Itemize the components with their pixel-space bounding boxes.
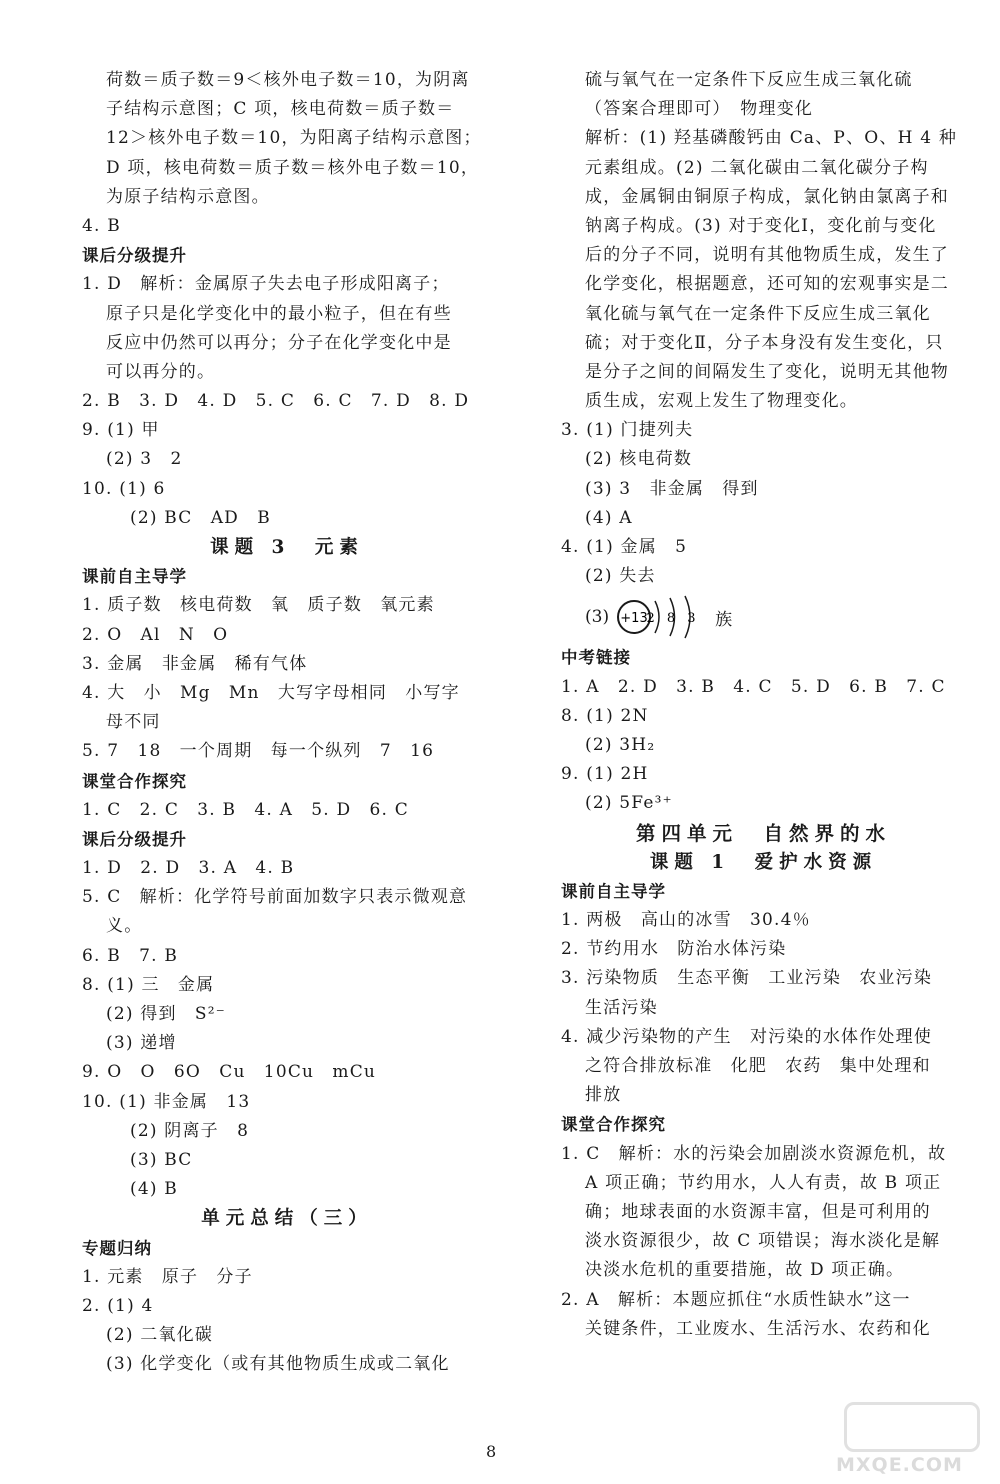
text-line: 排放 xyxy=(585,1085,622,1106)
answer-item: 1. C 2. C 3. B 4. A 5. D 6. C xyxy=(82,799,409,820)
text-line: D 项，核电荷数＝质子数＝核外电子数＝10， xyxy=(106,157,480,178)
text-line: 硫；对于变化Ⅱ，分子本身没有发生变化，只 xyxy=(585,332,944,353)
text-line: 决淡水危机的重要措施，故 D 项正确。 xyxy=(585,1260,905,1281)
answer-item: 10. (1) 非金属 13 xyxy=(82,1091,251,1112)
answer-item: 9. (1) 2H xyxy=(561,764,649,785)
atom-after-text: 族 xyxy=(715,609,733,630)
text-line: 淡水资源很少，故 C 项错误；海水淡化是解 xyxy=(585,1231,941,1252)
atom-structure-diagram xyxy=(615,593,707,641)
answer-item: 6. B 7. B xyxy=(82,945,179,966)
answer-item: 4. (1) 金属 5 xyxy=(561,537,688,557)
page-number: 8 xyxy=(486,1442,497,1461)
subsection-heading: 中考链接 xyxy=(561,648,631,668)
answer-item: 1. D 解析：金属原子失去电子形成阳离子； xyxy=(82,274,450,295)
text-line: (4) B xyxy=(130,1179,178,1200)
subsection-heading: 课堂合作探究 xyxy=(82,771,187,791)
electron-shells: 2 8 3 xyxy=(646,611,700,627)
answer-item: 1. 质子数 核电荷数 氧 质子数 氧元素 xyxy=(82,595,435,616)
text-line: 生活污染 xyxy=(585,997,658,1018)
answer-item: 4. 大 小 Mg Mn 大写字母相同 小写字 xyxy=(82,682,460,703)
text-line: 之符合排放标准 化肥 农药 集中处理和 xyxy=(585,1056,931,1076)
right-top-block xyxy=(561,66,966,591)
subsection-heading: 课后分级提升 xyxy=(82,829,187,849)
answer-item: 9. (1) 甲 xyxy=(82,420,160,441)
text-line: (3) BC xyxy=(130,1149,193,1170)
answer-item: 1. A 2. D 3. B 4. C 5. D 6. B 7. C xyxy=(561,676,946,697)
answer-item: 4. B xyxy=(82,215,121,236)
text-line: 母不同 xyxy=(106,712,161,733)
nucleus-charge: +13 xyxy=(620,611,648,627)
subsection-heading: 专题归纳 xyxy=(82,1238,152,1258)
answer-item: 5. 7 18 一个周期 每一个纵列 7 16 xyxy=(82,741,435,762)
text-line: A 项正确；节约用水，人人有责，故 B 项正 xyxy=(585,1172,942,1193)
text-line: 关键条件，工业废水、生活污水、农药和化 xyxy=(585,1318,931,1339)
subsection-heading: 课前自主导学 xyxy=(82,567,187,587)
text-line: (3) 3 非金属 得到 xyxy=(585,478,759,499)
text-line: (2) 3H₂ xyxy=(585,734,656,755)
text-line: (4) A xyxy=(585,507,633,528)
text-line: 钠离子构成。(3) 对于变化Ⅰ，变化前与变化 xyxy=(585,215,937,236)
text-line: 可以再分的。 xyxy=(106,361,216,382)
right-column xyxy=(561,66,966,1344)
text-line: 12＞核外电子数＝10，为阳离子结构示意图； xyxy=(106,128,482,149)
section-title: 课题 3 元素 xyxy=(210,537,364,558)
text-line: 成，金属铜由铜原子构成，氯化钠由氯离子和 xyxy=(585,186,949,207)
text-line: 氧化硫与氧气在一定条件下反应生成三氧化 xyxy=(585,303,931,324)
text-line: 义。 xyxy=(106,916,143,937)
watermark-logo xyxy=(830,1398,990,1478)
text-line: 化学变化，根据题意，还可知的宏观事实是二 xyxy=(585,274,949,295)
text-line: 质生成，宏观上发生了物理变化。 xyxy=(585,391,858,412)
atom-label: (3) xyxy=(585,607,610,628)
answer-item: 1. 元素 原子 分子 xyxy=(82,1266,253,1287)
answer-item: 2. O Al N O xyxy=(82,624,229,645)
text-line: (3) 递增 xyxy=(106,1033,177,1054)
text-line: (2) 得到 S²⁻ xyxy=(106,1004,226,1024)
text-line: 元素组成。(2) 二氧化碳由二氧化碳分子构 xyxy=(585,157,929,178)
section-title: 第四单元 自然界的水 xyxy=(635,821,891,845)
text-line: 原子只是化学变化中的最小粒子，但在有些 xyxy=(106,303,452,324)
text-line: (2) 5Fe³⁺ xyxy=(585,793,673,814)
atom-structure-line xyxy=(561,591,966,643)
answer-item: 2. A 解析：本题应抓住“水质性缺水”这一 xyxy=(561,1289,911,1310)
text-line: 是分子之间的间隔发生了变化，说明无其他物 xyxy=(585,361,949,382)
answer-item: 2. B 3. D 4. D 5. C 6. C 7. D 8. D xyxy=(82,391,470,412)
text-line: (2) 失去 xyxy=(585,566,656,587)
text-line: (2) 核电荷数 xyxy=(585,449,693,470)
subsection-heading: 课后分级提升 xyxy=(82,246,187,266)
right-bottom-block xyxy=(561,643,966,1344)
subsection-heading: 课前自主导学 xyxy=(561,881,666,901)
answer-item: 4. 减少污染物的产生 对污染的水体作处理使 xyxy=(561,1026,933,1047)
answer-item: 1. D 2. D 3. A 4. B xyxy=(82,858,295,879)
text-line: (2) 3 2 xyxy=(106,449,183,470)
watermark-text: MXQE.COM xyxy=(836,1454,963,1476)
text-line: 后的分子不同，说明有其他物质生成，发生了 xyxy=(585,245,949,266)
left-column xyxy=(82,66,492,1379)
answer-item: 8. (1) 2N xyxy=(561,705,649,726)
text-line: (3) 化学变化（或有其他物质生成或二氧化 xyxy=(106,1354,450,1375)
text-line: 确；地球表面的水资源丰富，但是可利用的 xyxy=(585,1201,931,1222)
answer-item: 3. 污染物质 生态平衡 工业污染 农业污染 xyxy=(561,968,933,989)
answer-item: 10. (1) 6 xyxy=(82,478,166,499)
text-line: (2) 二氧化碳 xyxy=(106,1325,214,1346)
answer-item: 9. O O 6O Cu 10Cu mCu xyxy=(82,1062,377,1083)
answer-item: 8. (1) 三 金属 xyxy=(82,974,215,995)
text-line: 反应中仍然可以再分；分子在化学变化中是 xyxy=(106,332,452,353)
watermark-box xyxy=(844,1402,980,1452)
text-line: 硫与氧气在一定条件下反应生成三氧化硫 xyxy=(585,70,913,90)
text-line: 子结构示意图；C 项，核电荷数＝质子数＝ xyxy=(106,99,455,120)
answer-item: 2. 节约用水 防治水体污染 xyxy=(561,939,787,960)
text-line: （答案合理即可） 物理变化 xyxy=(585,99,814,120)
text-line: 荷数＝质子数＝9＜核外电子数＝10，为阴离 xyxy=(106,70,470,90)
answer-item: 1. C 解析：水的污染会加剧淡水资源危机，故 xyxy=(561,1143,947,1164)
answer-item: 5. C 解析：化学符号前面加数字只表示微观意 xyxy=(82,887,468,908)
answer-item: 2. (1) 4 xyxy=(82,1295,154,1316)
answer-item: 3. 金属 非金属 稀有气体 xyxy=(82,653,308,674)
text-line: 解析：(1) 羟基磷酸钙由 Ca、P、O、H 4 种 xyxy=(585,128,958,149)
section-title: 单元总结（三） xyxy=(201,1208,373,1230)
subsection-heading: 课堂合作探究 xyxy=(561,1115,666,1135)
section-title: 课题 1 爱护水资源 xyxy=(649,851,878,873)
answer-item: 3. (1) 门捷列夫 xyxy=(561,420,694,441)
text-line: (2) 阴离子 8 xyxy=(130,1120,250,1141)
text-line: (2) BC AD B xyxy=(130,507,271,528)
answer-item: 1. 两极 高山的冰雪 30.4％ xyxy=(561,910,811,931)
text-line: 为原子结构示意图。 xyxy=(106,186,270,207)
